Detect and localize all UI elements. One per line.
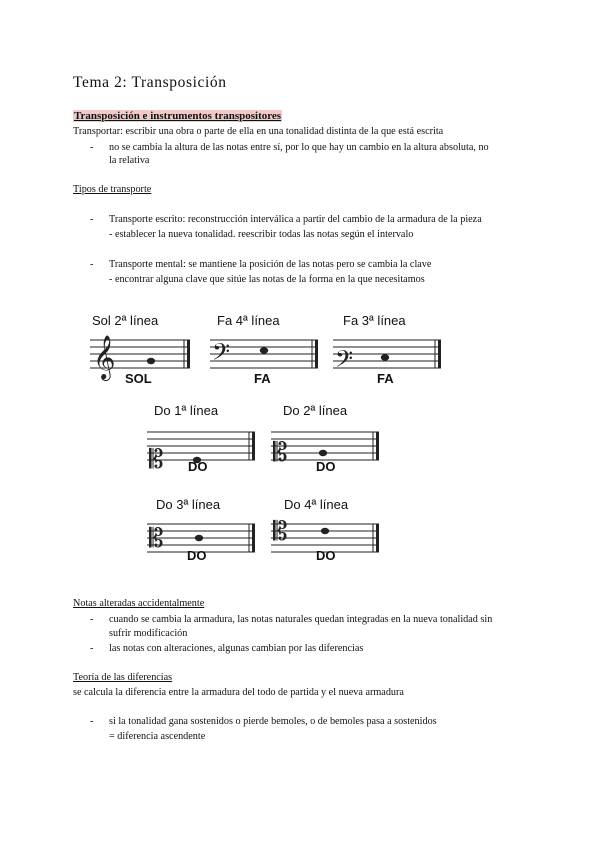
section-heading-transposicion: Transposición e instrumentos transpositores — [74, 110, 282, 122]
bullet-text: no se cambia la altura de las notas entre sí, por lo que hay un cambio en la altura absoluta, no — [109, 142, 489, 153]
clef-title: Do 3ª línea — [156, 497, 221, 512]
note-head — [381, 354, 389, 360]
page-title: Tema 2: Transposición — [73, 74, 227, 91]
transporte-escrito-text: Transporte escrito: reconstrucción interválica a partir del cambio de la armadura de la pieza — [109, 214, 482, 225]
transporte-escrito-detail: - establecer la nueva tonalidad. reescribir todas las notas según el intervalo — [109, 229, 414, 240]
subheading-teoria-diferencias: Teoría de las diferencias — [73, 672, 173, 683]
note-head — [321, 528, 329, 534]
bullet-dash: - — [90, 259, 94, 270]
subheading-notas-alteradas: Notas alteradas accidentalmente — [73, 598, 205, 609]
clef-title: Do 1ª línea — [154, 403, 219, 418]
bullet-dash: - — [90, 643, 94, 654]
bullet-text-continued: la relativa — [109, 155, 150, 166]
note-head — [319, 450, 327, 456]
note-name: DO — [187, 548, 207, 563]
bass-clef-icon: 𝄢 — [212, 338, 231, 371]
bass-clef-staff-4th-line — [210, 334, 322, 374]
clef-title: Do 4ª línea — [284, 497, 349, 512]
transporte-mental-text: Transporte mental: se mantiene la posición de las notas pero se cambia la clave — [109, 259, 432, 270]
bullet-dash: - — [90, 716, 94, 727]
teoria-intro: se calcula la diferencia entre la armadura del todo de partida y el nueva armadura — [73, 687, 404, 698]
bullet-text: cuando se cambia la armadura, las notas naturales quedan integradas en la nueva tonalidad sin — [109, 614, 493, 625]
clef-title: Fa 3ª línea — [343, 313, 406, 328]
note-name: DO — [316, 459, 336, 474]
bullet-text-continued: = diferencia ascendente — [109, 731, 206, 742]
c-clef-icon: 𝄡 — [149, 445, 164, 475]
c-clef-icon: 𝄡 — [273, 438, 288, 468]
clef-title: Fa 4ª línea — [217, 313, 280, 328]
c-clef-icon: 𝄡 — [273, 517, 288, 547]
bass-clef-icon: 𝄢 — [335, 345, 354, 378]
note-name: FA — [377, 371, 394, 386]
bullet-dash: - — [90, 142, 94, 153]
bass-clef-staff-3rd-line — [333, 334, 445, 378]
note-head — [147, 358, 155, 364]
bullet-dash: - — [90, 614, 94, 625]
bullet-dash: - — [90, 214, 94, 225]
bullet-text-continued: sufrir modificación — [109, 628, 188, 639]
note-name: DO — [316, 548, 336, 563]
subheading-tipos-de-transporte: Tipos de transporte — [73, 184, 152, 195]
note-head — [195, 535, 203, 541]
note-head — [260, 347, 268, 353]
note-name: DO — [188, 459, 208, 474]
note-name: SOL — [125, 371, 152, 386]
bullet-text: las notas con alteraciones, algunas cambian por las diferencias — [109, 643, 364, 654]
treble-clef-icon: 𝄞 — [93, 335, 116, 379]
bullet-text: si la tonalidad gana sostenidos o pierde bemoles, o de bemoles pasa a sostenidos — [109, 716, 437, 727]
clef-title: Do 2ª línea — [283, 403, 348, 418]
transporte-mental-detail: - encontrar alguna clave que sitúe las notas de la forma en la que necesitamos — [109, 274, 425, 285]
note-name: FA — [254, 371, 271, 386]
clef-title: Sol 2ª línea — [92, 313, 159, 328]
transportar-definition: Transportar: escribir una obra o parte de ella en una tonalidad distinta de la que está escrita — [73, 126, 444, 137]
c-clef-icon: 𝄡 — [149, 524, 164, 554]
